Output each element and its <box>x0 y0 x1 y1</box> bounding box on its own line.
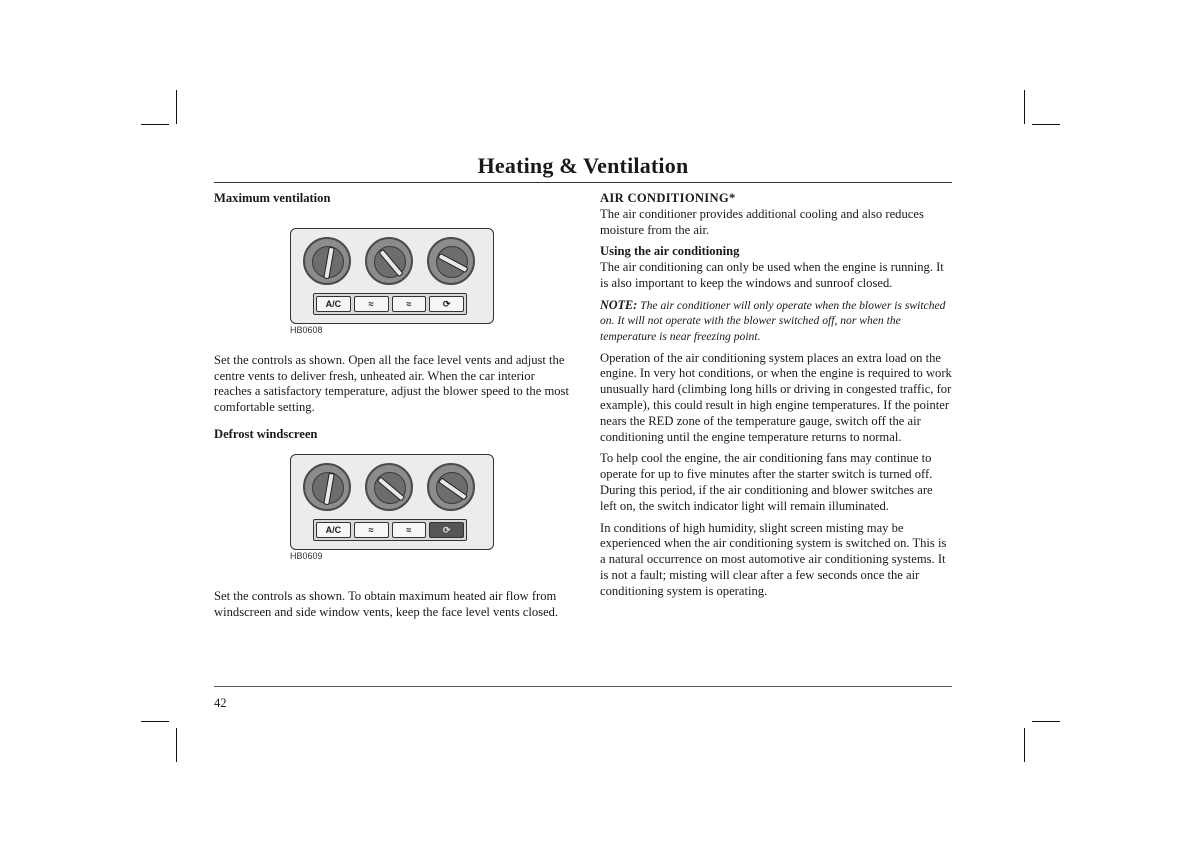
heated-screen-switch <box>354 296 389 312</box>
crop-mark <box>176 90 177 124</box>
note-text: The air conditioner will only operate when the blower is switched on. It will not operate with the blower switched off, nor when the temperature is near freezing point. <box>600 298 946 343</box>
blower-knob <box>427 237 475 285</box>
control-panel-max-vent <box>290 228 494 324</box>
switch-row <box>313 293 467 315</box>
switch-row <box>313 519 467 541</box>
footer-rule <box>214 686 952 687</box>
heated-rear-screen-switch <box>392 296 427 312</box>
defrost-heading: Defrost windscreen <box>214 426 318 441</box>
fig1-text: Set the controls as shown. Open all the face level vents and adjust the centre vents to deliver fresh, unheated air. When the car interior reaches a satisfactory temperature, adjust the blower speed to the most comfortable setting. <box>214 352 569 415</box>
heated-screen-icon: ≈ <box>368 524 374 535</box>
note <box>600 298 952 345</box>
crop-mark <box>141 124 169 125</box>
figure-label: HB0608 <box>290 325 323 335</box>
recirculation-switch <box>429 296 464 312</box>
ac-switch: A/C <box>316 296 351 312</box>
control-panel-defrost <box>290 454 494 550</box>
max-vent-heading: Maximum ventilation <box>214 191 331 205</box>
page-title: Heating & Ventilation <box>477 153 689 178</box>
blower-knob <box>427 463 475 511</box>
page-number: 42 <box>214 696 227 710</box>
ac-intro: The air conditioner provides additional cooling and also reduces moisture from the air. <box>600 206 924 237</box>
ac-switch: A/C <box>316 522 351 538</box>
title-rule <box>214 182 952 183</box>
heated-screen-icon: ≈ <box>368 298 374 309</box>
note-lead: NOTE: <box>600 297 638 312</box>
crop-mark <box>176 728 177 762</box>
distribution-knob <box>365 463 413 511</box>
figure-label: HB0609 <box>290 551 323 561</box>
distribution-knob <box>365 237 413 285</box>
using-heading: Using the air conditioning <box>600 244 740 259</box>
recirculation-icon: ⟳ <box>442 524 451 535</box>
recirculation-switch <box>429 522 464 538</box>
heated-screen-switch <box>354 522 389 538</box>
heated-rear-screen-icon: ≈ <box>406 298 412 309</box>
crop-mark <box>1024 728 1025 762</box>
para-engine-load: Operation of the air conditioning system places an extra load on the engine. In very hot conditions, or when the engine is required to work unusually hard (climbing long hills or driving in congested traffic, for example), this could result in high engine temperatures. If the pointer nears the RED zone of the temperature gauge, switch off the air conditioning until the engine temperature returns to normal. <box>600 350 952 444</box>
ac-heading: AIR CONDITIONING* <box>600 191 736 205</box>
para-humidity: In conditions of high humidity, slight screen misting may be experienced when the air conditioning system is switched on. This is a natural occurrence on most automotive air conditioning systems. It is not a fault; misting will clear after a few seconds once the air conditioning system is operating. <box>600 520 947 598</box>
crop-mark <box>1032 721 1060 722</box>
crop-mark <box>1024 90 1025 124</box>
para-fans: To help cool the engine, the air conditioning fans may continue to operate for up to five minutes after the starter switch is turned off. During this period, if the air conditioning and blower switches are left on, the switch indicator light will remain illuminated. <box>600 451 933 513</box>
heated-rear-screen-switch <box>392 522 427 538</box>
fig2-text: Set the controls as shown. To obtain maximum heated air flow from windscreen and side window vents, keep the face level vents closed. <box>214 588 559 619</box>
recirculation-icon: ⟳ <box>442 298 451 309</box>
temperature-knob <box>303 463 351 511</box>
using-text: The air conditioning can only be used when the engine is running. It is also important to keep the windows and sunroof closed. <box>600 260 944 290</box>
crop-mark <box>1032 124 1060 125</box>
heated-rear-screen-icon: ≈ <box>406 524 412 535</box>
temperature-knob <box>303 237 351 285</box>
right-column <box>600 191 952 600</box>
crop-mark <box>141 721 169 722</box>
